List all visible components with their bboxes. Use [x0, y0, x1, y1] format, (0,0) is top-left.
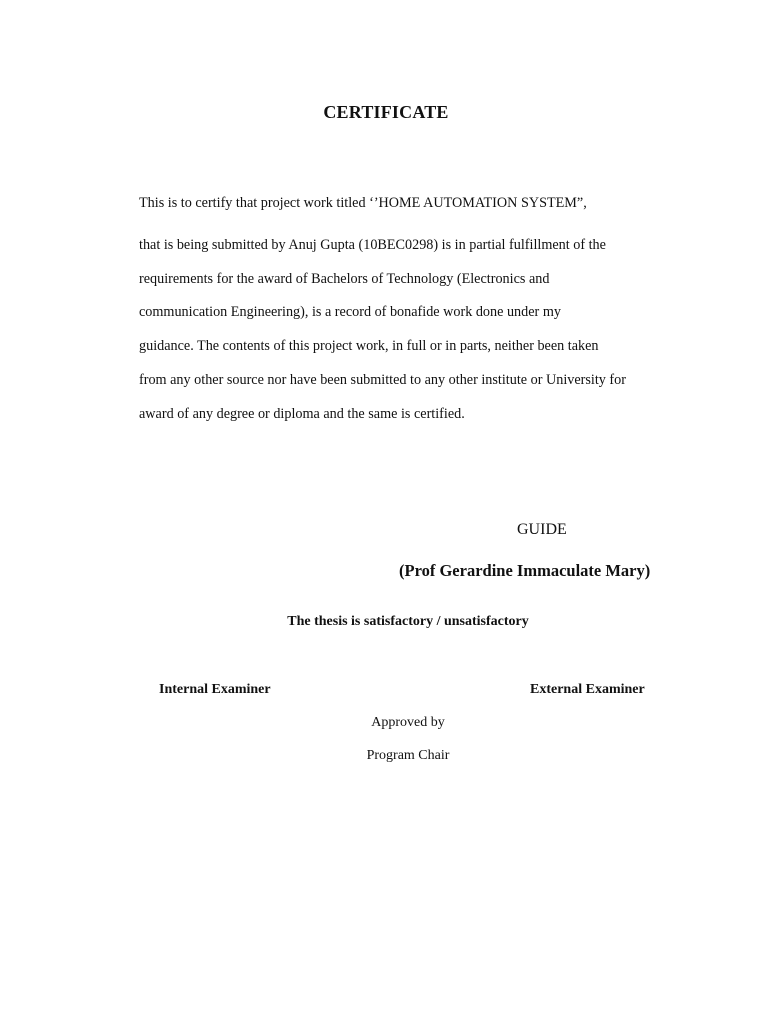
certificate-title: CERTIFICATE [323, 102, 449, 122]
body-line-3: requirements for the award of Bachelors of Technology (Electronics and [139, 271, 550, 287]
body-line-1: This is to certify that project work titled ‘’HOME AUTOMATION SYSTEM”, [139, 195, 587, 211]
body-line-5: guidance. The contents of this project work, in full or in parts, neither been taken [139, 338, 599, 354]
thesis-verdict: The thesis is satisfactory / unsatisfactory [287, 614, 529, 629]
body-line-6: from any other source nor have been submitted to any other institute or University for [139, 372, 626, 388]
body-line-7: award of any degree or diploma and the same is certified. [139, 406, 465, 422]
guide-label: GUIDE [517, 521, 567, 538]
external-examiner-label: External Examiner [530, 682, 645, 697]
body-line-2: that is being submitted by Anuj Gupta (10BEC0298) is in partial fulfillment of the [139, 237, 606, 253]
internal-examiner-label: Internal Examiner [159, 682, 271, 697]
guide-name: (Prof Gerardine Immaculate Mary) [399, 561, 651, 580]
body-line-4: communication Engineering), is a record of bonafide work done under my [139, 304, 561, 320]
program-chair-label: Program Chair [366, 748, 450, 763]
approved-by-label: Approved by [371, 715, 445, 730]
